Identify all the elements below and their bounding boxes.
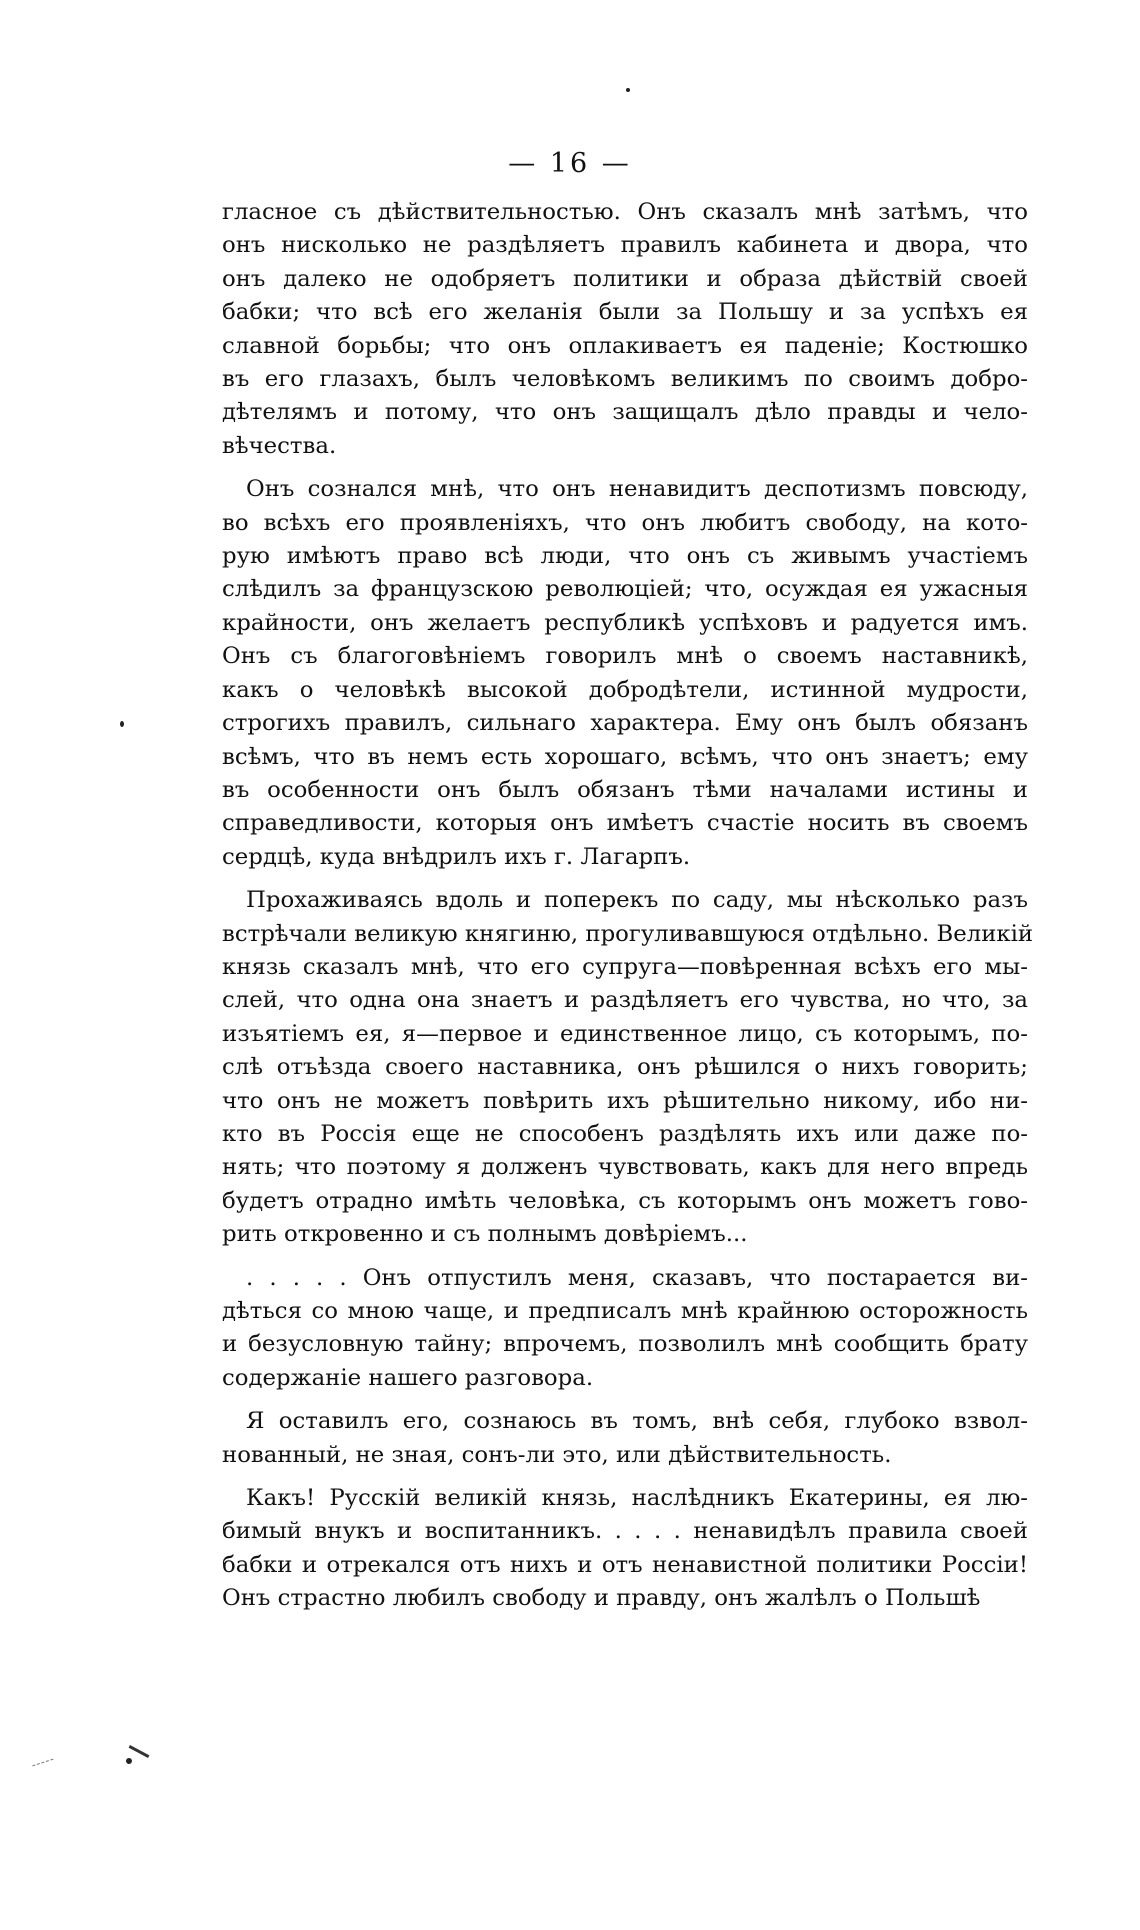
text-line: рить откровенно и съ полнымъ довѣріемъ... — [222, 1221, 748, 1248]
text-line: крайности, онъ желаетъ республикѣ успѣховъ и радуется имъ. — [222, 609, 1028, 636]
text-line: бабки; что всѣ его желанія были за Польшу и за успѣхъ ея — [222, 299, 1028, 326]
paragraph-gap — [222, 1472, 1028, 1482]
text-line: . . . . . Онъ отпустилъ меня, сказавъ, что постарается ви- — [246, 1264, 1028, 1291]
scan-speck — [126, 1758, 132, 1764]
scan-mark — [129, 1745, 150, 1758]
text-line: во всѣхъ его проявленіяхъ, что онъ любитъ свободу, на кото- — [222, 509, 1028, 536]
text-line: нять; что поэтому я долженъ чувствовать, какъ для него впредь — [222, 1154, 1028, 1181]
text-line: и безусловную тайну; впрочемъ, позволилъ мнѣ сообщить брату — [222, 1331, 1028, 1358]
text-line: бабки и отрекался отъ нихъ и отъ ненавистной политики Россіи! — [222, 1551, 1028, 1578]
scan-speck — [626, 88, 630, 92]
text-line: въ особенности онъ былъ обязанъ тѣми началами истины и — [222, 776, 1028, 803]
paragraph — [222, 196, 1028, 463]
text-line: князь сказалъ мнѣ, что его супруга—повѣренная всѣхъ его мы- — [222, 953, 1028, 980]
text-line: вѣчества. — [222, 432, 337, 459]
paragraph — [222, 473, 1028, 874]
paragraph-gap — [222, 463, 1028, 473]
paragraph — [222, 1262, 1028, 1396]
text-line: слѣдилъ за французскою революціей; что, осуждая ея ужасныя — [222, 576, 1028, 603]
scan-mark — [32, 1759, 54, 1768]
text-line: нованный, не зная, сонъ-ли это, или дѣйствительность. — [222, 1441, 892, 1468]
text-line: слѣ отъѣзда своего наставника, онъ рѣшился о нихъ говорить; — [222, 1054, 1028, 1081]
text-line: онъ нисколько не раздѣляетъ правилъ кабинета и двора, что — [222, 232, 1028, 259]
text-line: въ его глазахъ, былъ человѣкомъ великимъ по своимъ добро- — [222, 366, 1028, 393]
paragraph-gap — [222, 1252, 1028, 1262]
text-line: дѣться со мною чаще, и предписалъ мнѣ крайнюю осторожность — [222, 1298, 1028, 1324]
paragraph-gap — [222, 874, 1028, 884]
paragraph-gap — [222, 1395, 1028, 1405]
text-line: кто въ Россія еще не способенъ раздѣлять ихъ или даже по- — [222, 1120, 1028, 1147]
text-line: Онъ страстно любилъ свободу и правду, онъ жалѣлъ о Польшѣ — [222, 1585, 981, 1612]
paragraph — [222, 1482, 1028, 1616]
text-line: слей, что одна она знаетъ и раздѣляетъ его чувства, но что, за — [222, 987, 1028, 1014]
text-line: строгихъ правилъ, сильнаго характера. Ему онъ былъ обязанъ — [222, 710, 1028, 737]
text-line: содержаніе нашего разговора. — [222, 1364, 594, 1391]
text-line: рую имѣютъ право всѣ люди, что онъ съ живымъ участіемъ — [222, 543, 1028, 570]
text-line: дѣтелямъ и потому, что онъ защищалъ дѣло правды и чело- — [222, 399, 1028, 426]
paragraph — [222, 1405, 1028, 1472]
text-line: встрѣчали великую княгиню, прогуливавшуюся отдѣльно. Великій — [222, 920, 1034, 947]
text-line: Я оставилъ его, сознаюсь въ томъ, внѣ себя, глубоко взвол- — [246, 1408, 1028, 1435]
text-line: всѣмъ, что въ немъ есть хорошаго, всѣмъ, что онъ знаетъ; ему — [222, 743, 1028, 770]
paragraph — [222, 884, 1034, 1251]
text-line: изъятіемъ ея, я—первое и единственное лицо, съ которымъ, по- — [222, 1020, 1028, 1047]
body-text — [222, 196, 1034, 1616]
text-line: онъ далеко не одобряетъ политики и образа дѣйствій своей — [222, 265, 1028, 292]
page-number: — 16 — — [508, 148, 632, 179]
text-line: Какъ! Русскій великій князь, наслѣдникъ Екатерины, ея лю- — [246, 1485, 1028, 1512]
text-line: Онъ съ благоговѣніемъ говорилъ мнѣ о своемъ наставникѣ, — [222, 643, 1028, 670]
text-line: Онъ сознался мнѣ, что онъ ненавидитъ деспотизмъ повсюду, — [246, 476, 1028, 503]
text-line: будетъ отрадно имѣть человѣка, съ которымъ онъ можетъ гово- — [222, 1187, 1028, 1214]
text-line: славной борьбы; что онъ оплакиваетъ ея паденіе; Костюшко — [222, 332, 1028, 359]
text-line: Прохаживаясь вдоль и поперекъ по саду, мы нѣсколько разъ — [246, 887, 1028, 914]
text-line: что онъ не можетъ повѣрить ихъ рѣшительно никому, ибо ни- — [222, 1087, 1028, 1114]
text-line: бимый внукъ и воспитанникъ. . . . . ненавидѣлъ правила своей — [222, 1518, 1028, 1545]
text-line: справедливости, которыя онъ имѣетъ счастіе носить въ своемъ — [222, 810, 1028, 837]
scan-speck — [120, 721, 124, 727]
text-line: какъ о человѣкѣ высокой добродѣтели, истинной мудрости, — [222, 676, 1028, 703]
text-line: сердцѣ, куда внѣдрилъ ихъ г. Лагарпъ. — [222, 843, 691, 870]
text-line: гласное съ дѣйствительностью. Онъ сказалъ мнѣ затѣмъ, что — [222, 199, 1028, 225]
